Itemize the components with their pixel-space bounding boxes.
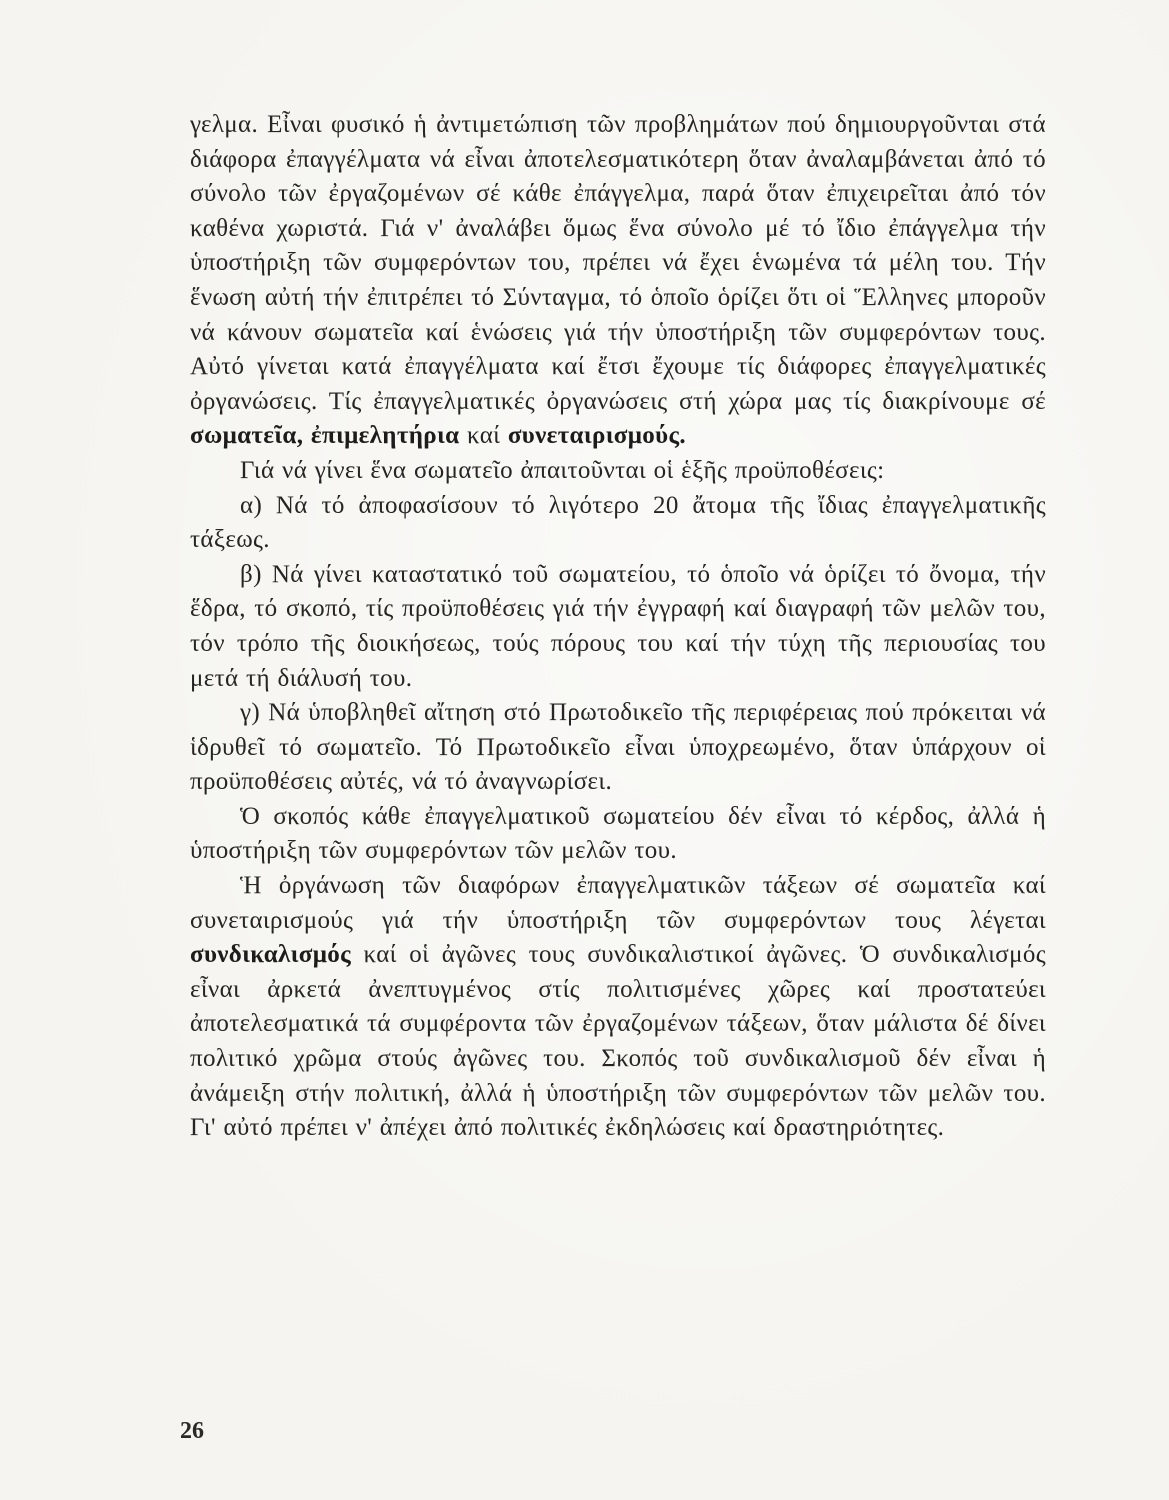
paragraph-text: Ὁ σκοπός κάθε ἐπαγγελματικοῦ σωματείου δέν εἶναι τό κέρδος, ἀλλά ἡ ὑποστήριξη τῶν συμφερόντων τῶν μελῶν του. <box>190 802 1046 865</box>
paragraph-text: καί οἱ ἀγῶνες τους συνδικαλιστικοί ἀγῶνες. Ὁ συνδικαλισμός εἶναι ἀρκετά ἀνεπτυγμένος στίς πολιτισμένες χῶρες καί προστατεύει ἀποτελεσματικά τά συμφέροντα τῶν ἐργαζομένων τάξεων, ὅταν μάλιστα δέ δίνει πολιτικό χρῶμα στούς ἀγῶνες του. Σκοπός τοῦ συνδικαλισμοῦ δέν εἶναι ἡ ἀνάμειξη στήν πολιτική, ἀλλά ἡ ὑποστήριξη τῶν συμφερόντων τῶν μελῶν του. Γι' αὐτό πρέπει ν' ἀπέχει ἀπό πολιτικές ἐκδηλώσεις καί δραστηριότητες. <box>190 941 1046 1142</box>
paragraph-requirement-c <box>190 696 1046 800</box>
bold-term-cooperatives: συνεταιρισμούς <box>507 422 680 450</box>
body-text <box>190 108 1046 1146</box>
paragraph-requirement-b <box>190 558 1046 696</box>
bold-term-syndicalism: συνδικαλισμός <box>190 941 351 969</box>
paragraph-end-punctuation: . <box>679 422 686 450</box>
paragraph-text: β) Νά γίνει καταστατικό τοῦ σωματείου, τό ὁποῖο νά ὁρίζει τό ὄνομα, τήν ἕδρα, τό σκοπό, τίς προϋποθέσεις γιά τήν ἐγγραφή καί διαγραφή τῶν μελῶν του, τόν τρόπο τῆς διοικήσεως, τούς πόρους του καί τήν τύχη τῆς περιουσίας του μετά τή διάλυσή του. <box>190 560 1046 692</box>
paragraph-requirements-heading <box>190 454 1046 489</box>
paragraph-union-purpose <box>190 800 1046 869</box>
paragraph-text: Γιά νά γίνει ἕνα σωματεῖο ἀπαιτοῦνται οἱ ἑξῆς προϋποθέσεις: <box>240 456 885 484</box>
paragraph-requirement-a <box>190 489 1046 558</box>
paragraph-text: α) Νά τό ἀποφασίσουν τό λιγότερο 20 ἄτομα τῆς ἴδιας ἐπαγγελματικῆς τάξεως. <box>190 491 1046 554</box>
paragraph-text: γελμα. Εἶναι φυσικό ἡ ἀντιμετώπιση τῶν προβλημάτων πού δημιουργοῦνται στά διάφορα ἐπαγγέλματα νά εἶναι ἀποτελεσματικότερη ὅταν ἀναλαμβάνεται ἀπό τό σύνολο τῶν ἐργαζομένων σέ κάθε ἐπάγγελμα, παρά ὅταν ἐπιχειρεῖται ἀπό τόν καθένα χωριστά. Γιά ν' ἀναλάβει ὅμως ἕνα σύνολο μέ τό ἴδιο ἐπάγγελμα τήν ὑποστήριξη τῶν συμφερόντων του, πρέπει νά ἔχει ἑνωμένα τά μέλη του. Τήν ἕνωση αὐτή τήν ἐπιτρέπει τό Σύνταγμα, τό ὁποῖο ὁρίζει ὅτι οἱ Ἕλληνες μποροῦν νά κάνουν σωματεῖα καί ἑνώσεις γιά τήν ὑποστήριξη τῶν συμφερόντων τους. Αὐτό γίνεται κατά ἐπαγγέλματα καί ἔτσι ἔχουμε τίς διάφορες ἐπαγγελματικές ὀργανώσεις. Τίς ἐπαγγελματικές ὀργανώσεις στή χώρα μας τίς διακρίνουμε σέ <box>190 111 1046 415</box>
paragraph-unions-intro <box>190 108 1046 454</box>
page-number: 26 <box>180 1418 204 1444</box>
paragraph-text: Ἡ ὀργάνωση τῶν διαφόρων ἐπαγγελματικῶν τάξεων σέ σωματεῖα καί συνεταιρισμούς γιά τήν ὑποστήριξη τῶν συμφερόντων τους λέγεται <box>190 872 1046 934</box>
paragraph-text: γ) Νά ὑποβληθεῖ αἴτηση στό Πρωτοδικεῖο τῆς περιφέρειας πού πρόκειται νά ἱδρυθεῖ τό σωματεῖο. Τό Πρωτοδικεῖο εἶναι ὑποχρεωμένο, ὅταν ὑπάρχουν οἱ προϋποθέσεις αὐτές, νά τό ἀναγνωρίσει. <box>190 699 1046 796</box>
paragraph-syndicalism <box>190 869 1046 1146</box>
paragraph-joiner: καί <box>466 422 501 450</box>
bold-term-unions-chambers: σωματεῖα, ἐπιμελητήρια <box>190 422 460 450</box>
